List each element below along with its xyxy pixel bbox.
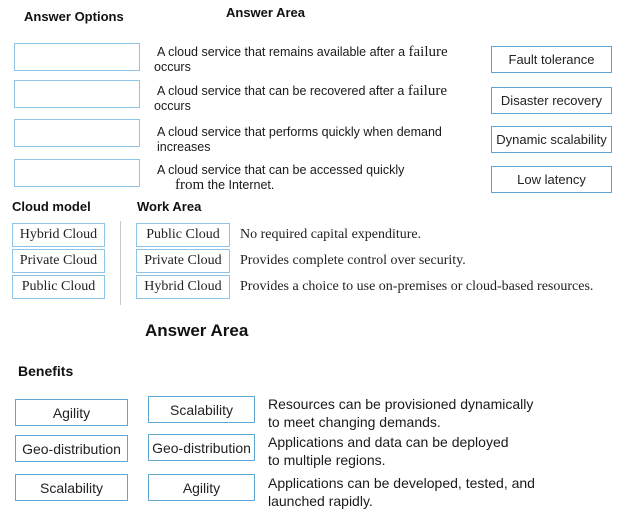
answer-disaster-recovery[interactable]: Disaster recovery [491,87,612,114]
statement-2: A cloud service that can be recovered after a failure occurs [154,83,447,113]
statement-3: A cloud service that performs quickly when demand increases [157,125,442,154]
work-answer-3[interactable]: Hybrid Cloud [136,275,230,299]
work-statement-2: Provides complete control over security. [240,253,466,268]
option-slot-1[interactable] [14,43,140,71]
benefit-statement-1: Resources can be provisioned dynamically to meet changing demands. [268,396,534,430]
answer-area-header: Answer Area [226,5,305,20]
answer-area-title: Answer Area [145,321,249,340]
option-slot-3[interactable] [14,119,140,147]
work-statement-1: No required capital expenditure. [240,227,422,242]
answer-dynamic-scalability[interactable]: Dynamic scalability [491,126,612,153]
benefit-statement-3: Applications can be developed, tested, and launched rapidly. [268,475,535,509]
answer-low-latency[interactable]: Low latency [491,166,612,193]
benefit-scalability[interactable]: Scalability [15,474,128,501]
work-statement-3: Provides a choice to use on-premises or cloud-based resources. [240,279,594,294]
benefit-statement-2: Applications and data can be deployed to multiple regions. [268,434,509,468]
benefits-header: Benefits [18,363,74,379]
answer-slot-geo-distribution[interactable]: Geo-distribution [148,434,255,461]
work-area-header: Work Area [137,199,202,214]
benefit-geo-distribution[interactable]: Geo-distribution [15,435,128,462]
statement-1: A cloud service that remains available after a failure occurs [154,44,448,74]
answer-options-header: Answer Options [24,9,124,24]
model-public-cloud[interactable]: Public Cloud [12,275,105,299]
answer-slot-agility[interactable]: Agility [148,474,255,501]
work-answer-2[interactable]: Private Cloud [136,249,230,273]
answer-fault-tolerance[interactable]: Fault tolerance [491,46,612,73]
cloud-model-header: Cloud model [12,199,91,214]
option-slot-4[interactable] [14,159,140,187]
model-hybrid-cloud[interactable]: Hybrid Cloud [12,223,105,247]
work-answer-1[interactable]: Public Cloud [136,223,230,247]
divider [120,221,121,305]
answer-slot-scalability[interactable]: Scalability [148,396,255,423]
benefit-agility[interactable]: Agility [15,399,128,426]
model-private-cloud[interactable]: Private Cloud [12,249,105,273]
option-slot-2[interactable] [14,80,140,108]
statement-4: A cloud service that can be accessed quickly from the Internet. [157,163,405,193]
